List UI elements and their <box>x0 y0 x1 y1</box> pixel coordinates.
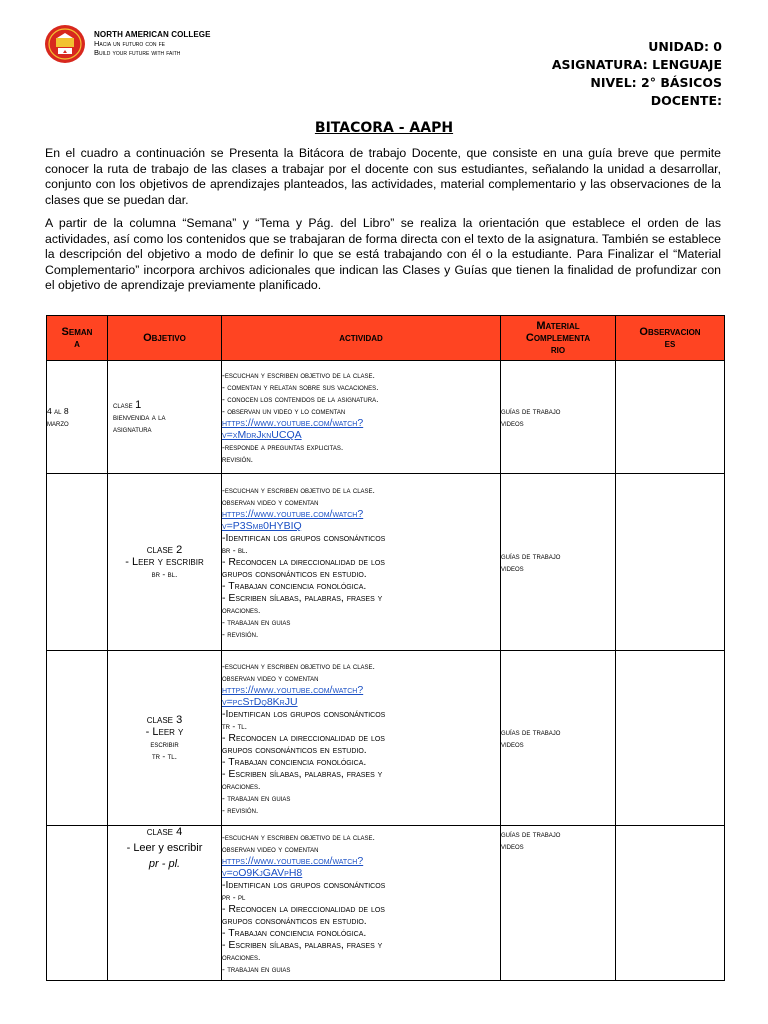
activity-line: br - bl. <box>222 545 248 555</box>
table-row <box>47 474 725 651</box>
table-header-row <box>47 316 725 361</box>
youtube-link[interactable]: https://www.youtube.com/watch? v=pcStDq8KrJU <box>222 684 364 708</box>
material-cell: guías de trabajo videos <box>501 826 616 981</box>
intro-paragraph-1: En el cuadro a continuación se Presenta la Bitácora de trabajo Docente, que consiste en una guía breve que permite conocer la ruta de trabajo de las clases a trabajar por el docente con sus estudiantes, señalando la unidad a desarrollar, conjunto con los objetivos de aprendizajes planteados, las actividades, material complementario y las observaciones de la clases que se puedan dar. <box>45 146 721 207</box>
actividad-cell <box>222 651 501 826</box>
activity-line: observan video y comentan <box>222 673 319 683</box>
observaciones-cell <box>616 826 725 981</box>
school-motto-es: Hacia un futuro con fe <box>94 39 165 48</box>
activity-line: - Trabajan conciencia fonológica. <box>222 927 367 939</box>
material-cell: guías de trabajo videos <box>501 651 616 826</box>
activity-line: grupos consonánticos en estudio. <box>222 915 367 927</box>
objetivo-cell: clase 2 - Leer y escribir br - bl. <box>108 474 222 651</box>
activity-line: - Escriben sílabas, palabras, frases y <box>222 592 383 604</box>
table-row <box>47 826 725 981</box>
activity-line: -escuchan y escriben objetivo de la clase. <box>222 370 375 380</box>
table-row <box>47 651 725 826</box>
activity-line: - revisión. <box>222 629 259 639</box>
observaciones-cell <box>616 361 725 474</box>
youtube-link[interactable]: https://www.youtube.com/watch? v=P3Smb0HYBIQ <box>222 508 364 532</box>
observaciones-cell <box>616 474 725 651</box>
school-seal-icon <box>44 24 86 64</box>
activity-line: grupos consonánticos en estudio. <box>222 744 367 756</box>
activity-line: - Trabajan conciencia fonológica. <box>222 756 367 768</box>
activity-line: revisión. <box>222 454 254 464</box>
actividad-cell <box>222 826 501 981</box>
material-cell: guías de trabajo videos <box>501 474 616 651</box>
nivel-label: NIVEL: 2° BÁSICOS <box>590 75 722 90</box>
objetivo-cell: clase 4 - Leer y escribir pr - pl. <box>108 826 222 981</box>
activity-line: oraciones. <box>222 781 261 791</box>
activity-line: -Identifican los grupos consonánticos <box>222 532 386 544</box>
activity-line: -escuchan y escriben objetivo de la clase. <box>222 485 375 495</box>
bitacora-table <box>46 315 725 981</box>
header-observaciones: Observacion es <box>616 316 725 361</box>
objetivo-cell: clase 3 - Leer y escribir tr - tl. <box>108 651 222 826</box>
activity-line: observan video y comentan <box>222 844 319 854</box>
activity-line: - trabajan en guias <box>222 793 291 803</box>
school-name: NORTH AMERICAN COLLEGE <box>94 30 211 39</box>
objetivo-cell: clase 1 bienvenida a la asignatura <box>108 361 222 474</box>
activity-line: - trabajan en guias <box>222 964 291 974</box>
activity-line: - revisión. <box>222 805 259 815</box>
header-material: Material Complementa rio <box>501 316 616 361</box>
table-row <box>47 361 725 474</box>
semana-cell <box>47 651 108 826</box>
school-motto-en: Build your future with faith <box>94 48 181 57</box>
activity-line: - conocen los contenidos de la asignatura. <box>222 394 379 404</box>
activity-line: -escuchan y escriben objetivo de la clase. <box>222 661 375 671</box>
activity-line: -escuchan y escriben objetivo de la clase. <box>222 832 375 842</box>
activity-line: - Reconocen la direccionalidad de los <box>222 903 385 915</box>
activity-line: - Reconocen la direccionalidad de los <box>222 732 385 744</box>
activity-line: oraciones. <box>222 605 261 615</box>
material-cell: guías de trabajo videos <box>501 361 616 474</box>
activity-line: -Identifican los grupos consonánticos <box>222 879 386 891</box>
actividad-cell <box>222 474 501 651</box>
semana-cell <box>47 474 108 651</box>
header-objetivo: Objetivo <box>108 316 222 361</box>
activity-line: oraciones. <box>222 952 261 962</box>
actividad-cell <box>222 361 501 474</box>
activity-line: -responde a preguntas explicitas. <box>222 442 344 452</box>
intro-paragraph-2: A partir de la columna “Semana” y “Tema y Pág. del Libro” se realiza la orientación que establece el orden de las actividades, así como los contenidos que se trabajaran de forma directa con el texto de la asignatura. También se establece la descripción del objetivo a modo de definir lo que se está trabajando con él o la estudiante. Para Finalizar el “Material Complementario” incorpora archivos adicionales que indican las Clases y Guías que tienen la finalidad de profundizar con el objetivo de aprendizaje previamente planificado. <box>45 216 721 293</box>
school-logo <box>44 24 244 66</box>
youtube-link[interactable]: https://www.youtube.com/watch? v=oO9KjGAVpH8 <box>222 855 364 879</box>
asignatura-label: ASIGNATURA: LENGUAJE <box>551 57 722 72</box>
course-info <box>552 38 722 110</box>
semana-cell <box>47 826 108 981</box>
header-actividad: actividad <box>222 316 501 361</box>
activity-line: - Reconocen la direccionalidad de los <box>222 556 385 568</box>
header-semana: Seman a <box>47 316 108 361</box>
activity-line: - Escriben sílabas, palabras, frases y <box>222 939 383 951</box>
activity-line: - comentan y relatan sobre sus vacaciones. <box>222 382 379 392</box>
activity-line: -Identifican los grupos consonánticos <box>222 708 386 720</box>
activity-line: - trabajan en guias <box>222 617 291 627</box>
document-title: BITACORA - AAPH <box>314 120 454 136</box>
youtube-link[interactable]: https://www.youtube.com/watch? v=xMdrJknUCQA <box>222 417 364 441</box>
activity-line: observan video y comentan <box>222 497 319 507</box>
activity-line: - observan un video y lo comentan <box>222 406 346 416</box>
activity-line: tr - tl. <box>222 721 248 731</box>
activity-line: pr - pl <box>222 892 246 902</box>
semana-cell: 4 al 8 marzo <box>47 361 108 474</box>
activity-line: - Trabajan conciencia fonológica. <box>222 580 367 592</box>
activity-line: - Escriben sílabas, palabras, frases y <box>222 768 383 780</box>
activity-line: grupos consonánticos en estudio. <box>222 568 367 580</box>
unidad-label: UNIDAD: 0 <box>648 39 722 54</box>
docente-label: DOCENTE: <box>650 93 722 108</box>
observaciones-cell <box>616 651 725 826</box>
